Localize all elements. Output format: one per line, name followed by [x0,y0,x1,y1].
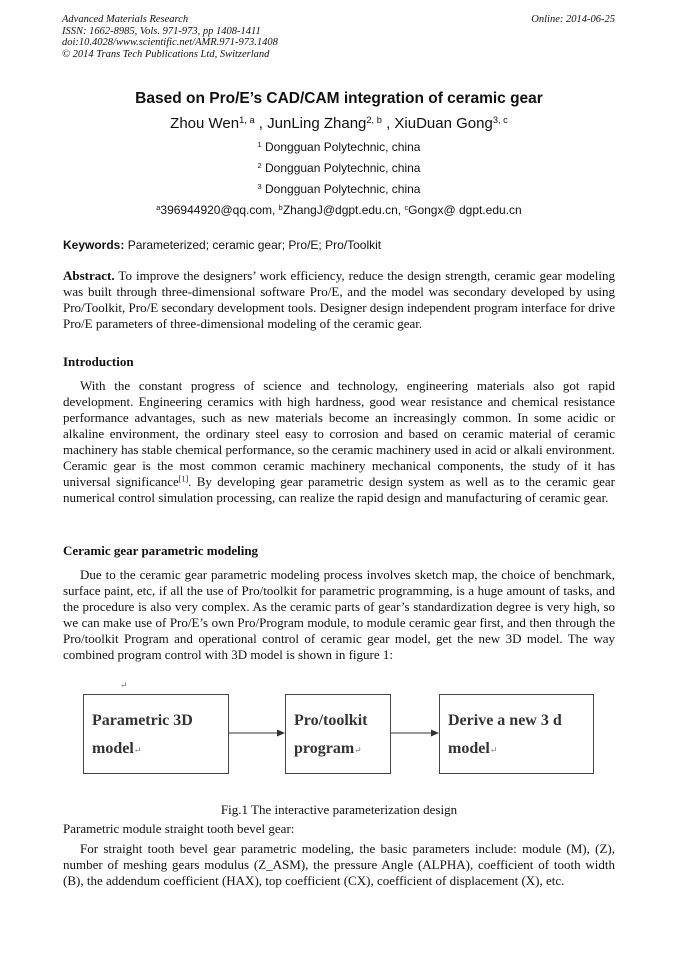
abstract-label: Abstract. [63,268,115,283]
citation-ref[interactable]: [1] [178,474,189,484]
author-name: Zhou Wen [170,115,240,132]
email-link[interactable]: ZhangJ@dgpt.edu.cn, [282,203,405,217]
email-link[interactable]: Gongx@ dgpt.edu.cn [408,203,522,217]
section-heading-parametric-modeling: Ceramic gear parametric modeling [63,543,259,558]
keywords-label: Keywords: [63,238,125,252]
author-sup: 1, a [239,114,255,125]
parametric-modeling-paragraph: Due to the ceramic gear parametric modeling process involves sketch map, the choice of benchmark, surface paint, etc, if all the use of Pro/toolkit for parametric programming, is a huge amount of tasks, and the procedure is also very complex. As the ceramic parts of gear’s standardization degree is very high, so we can make use of Pro/E’s own Pro/Program module, to module ceramic gear first, and then through the Pro/toolkit Program and operational control of ceramic gear model, get the new 3D model. The way combined program control with 3D model is shown in figure 1: [63,567,615,662]
arrow-head [277,730,285,737]
author-name: XiuDuan Gong [394,115,493,132]
paper-title: Based on Pro/E’s CAD/CAM integration of ceramic gear [135,90,543,107]
bevel-gear-paragraph: For straight tooth bevel gear parametric modeling, the basic parameters include: module (M), (Z), number of meshing gears modulus (Z_ASM), the pressure Angle (ALPHA), coefficient of tooth width (B), the addendum coefficient (HAX), top coefficient (CX), coefficient of displacement (X), etc. [63,841,615,888]
copyright-line: © 2014 Trans Tech Publications Ltd, Switzerland [62,48,270,60]
section-heading-introduction: Introduction [63,354,134,369]
author-list: Zhou Wen$^{1, a}$ , JunLing Zhang$^{2, b}$ , XiuDuan Gong$^{3, c}$ [170,114,508,132]
flow-box-derive-new-model: Derive a new 3 d model↵ [439,694,594,774]
flow-box-protoolkit-program: Pro/toolkit program↵ [285,694,391,774]
affiliation: $^2$ Dongguan Polytechnic, china [257,160,421,175]
introduction-paragraph: With the constant progress of science and technology, engineering materials also got rapid development. Engineering ceramics with high hardness, good wear resistance and chemical resistance performance advantages, such as new materials become an increasingly common. In some acidic or alkaline environment, the ordinary steel easy to corrosion and based on ceramic material of ceramic machinery has stable chemical performance, so the ceramic machinery used in acid or alkali environment. Ceramic gear is the most common ceramic machinery mechanical components, the study of it has universal significance[1]. By developing gear parametric design system as well as to the ceramic gear numerical control simulation processing, can realize the rapid design and manufacturing of ceramic gear. [63,378,615,505]
email-link[interactable]: 396944920@qq.com, [160,203,279,217]
doi-line: doi:10.4028/www.scientific.net/AMR.971-973.1408 [62,37,278,48]
affiliation: $^1$ Dongguan Polytechnic, china [257,139,421,154]
journal-name: Advanced Materials Research [62,14,189,25]
abstract-text: To improve the designers’ work efficiency, reduce the design strength, ceramic gear modeling was built through three-dimensional software Pro/E, and the model was secondary developed by using Pro/Toolkit, Pro/E secondary development tools. Designer design independent program interface for drive Pro/E parameters of three-dimensional modeling of the ceramic gear. [63,268,615,331]
figure-caption: Fig.1 The interactive parameterization design [220,802,458,817]
keywords-text: Parameterized; ceramic gear; Pro/E; Pro/Toolkit [124,238,382,252]
author-emails: $^a$396944920@qq.com, $^b$ZhangJ@dgpt.edu.cn, $^c$Gongx@ dgpt.edu.cn [156,202,522,217]
issn-line: ISSN: 1662-8985, Vols. 971-973, pp 1408-1411 [62,25,261,37]
subsection-lead: Parametric module straight tooth bevel gear: [63,821,295,836]
author-sup: 2, b [366,114,382,125]
online-date: Online: 2014-06-25 [531,14,615,25]
affiliation: $^3$ Dongguan Polytechnic, china [257,181,421,196]
author-sup: 3, c [492,114,508,125]
arrow-head [431,730,439,737]
author-name: JunLing Zhang [267,115,367,132]
paragraph-mark: ↵ [120,680,128,690]
flow-box-parametric-model: Parametric 3D model↵ [83,694,229,774]
